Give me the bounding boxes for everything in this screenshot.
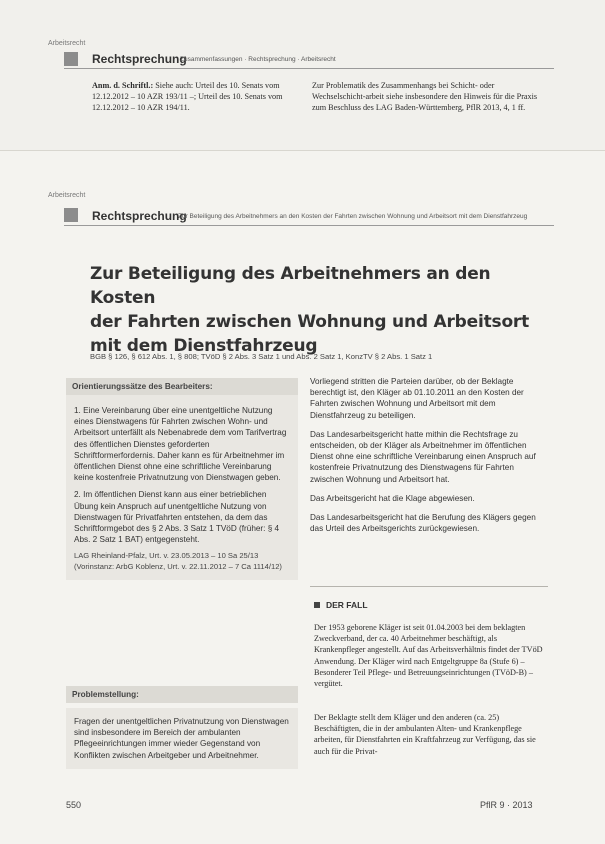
prev-left-note-text: Siehe auch: Urteil des 10. Senats vom 12.12.2012 – 10 AZR 193/11 –; Urteil des 10. Senats vom 12.12.2012 – 10 AZR 194/11.	[92, 81, 283, 113]
problem-heading: Problemstellung:	[66, 686, 298, 703]
prev-left-note-label: Anm. d. Schriftl.:	[92, 81, 154, 90]
case-heading-text: DER FALL	[326, 600, 368, 610]
title-line-2: der Fahrten zwischen Wohnung und Arbeitsort	[90, 312, 530, 332]
page-number: 550	[66, 800, 82, 810]
section-rule	[64, 225, 554, 226]
section-marker	[64, 208, 78, 222]
orientation-point-2: 2. Im öffentlichen Dienst kann aus einer betrieblichen Übung kein Anspruch auf unentgeltliche Nutzung von Dienstwagen für Privatfahrten entstehen, da dem das Schriftformgebot des § 2 Abs. 3 Satz 1 TVöD (früher: § 4 Abs. 2 Satz 1 BAT) entgegensteht.	[74, 490, 280, 545]
prev-section-sub: Zusammenfassungen · Rechtsprechung · Arbeitsrecht	[180, 56, 336, 63]
prev-page-label: Arbeitsrecht	[48, 40, 86, 47]
prev-right-note: Zur Problematik des Zusammenhangs bei Schicht- oder Wechselschicht-arbeit siehe insbesondere den Hinweis für die Praxis zum Beschluss des LAG Baden-Württemberg, PflR 2013, 4, 1 ff.	[312, 81, 538, 113]
prev-left-note	[92, 80, 302, 114]
prev-section-rule	[64, 68, 554, 69]
title-line-3: mit dem Dienstfahrzeug	[90, 336, 318, 356]
prev-section-label: Rechtsprechung	[92, 52, 187, 66]
right-para-3: Das Arbeitsgericht hat die Klage abgewiesen.	[310, 493, 475, 503]
legal-references: BGB § 126, § 612 Abs. 1, § 808; TVöD § 2 Abs. 3 Satz 1 und Abs. 2 Satz 1, KonzTV § 2 Abs. 1 Satz 1	[90, 352, 433, 361]
case-para-1: Der 1953 geborene Kläger ist seit 01.04.2003 bei dem beklagten Zweckverband, der ca. 40 Arbeitnehmer beschäftigt, als Krankenpfleger angestellt. Auf das Arbeitsverhältnis findet der TVöD Anwendung. Der Kläger wird nach Entgeltgruppe 8a (Stufe 6) – Besonderer Teil Pflege- und Betreuungseinrichtungen (TVöD-B) – vergütet.	[314, 623, 543, 689]
right-divider	[310, 586, 548, 587]
journal-footer: PflR 9 · 2013	[480, 800, 533, 810]
previous-page	[0, 0, 605, 151]
orientation-point-1: 1. Eine Vereinbarung über eine unentgeltliche Nutzung eines Dienstwagens für Fahrten zwischen Wohn- und Arbeitsort unterfällt als Nebenabrede dem vom Tarifvertrag des öffentlichen Dienstes geforderten Schriftformerfordernis. Daher kann es für Arbeitnehmer im öffentlichen Dienst ohne eine schriftliche Vereinbarung keine kostenfreie Privatnutzung von Dienstwagen geben.	[74, 406, 287, 483]
article-title	[90, 262, 560, 358]
page-label: Arbeitsrecht	[48, 192, 86, 199]
section-sub: Zur Beteiligung des Arbeitnehmers an den Kosten der Fahrten zwischen Wohnung und Arbeitsort mit dem Dienstfahrzeug	[178, 213, 528, 220]
heading-square-icon	[314, 602, 320, 608]
right-para-4: Das Landesarbeitsgericht hat die Berufung des Klägers gegen das Urteil des Arbeitsgerichts zurückgewiesen.	[310, 513, 536, 534]
case-para-2: Der Beklagte stellt dem Kläger und den anderen (ca. 25) Beschäftigten, die in der ambulanten Alten- und Krankenpflege arbeiten, für Dienstfahrten ein Kraftfahrzeug zur Verfügung, das sie auch für die Privat-	[314, 713, 536, 756]
title-line-1: Zur Beteiligung des Arbeitnehmers an den Kosten	[90, 264, 491, 308]
orientation-box	[66, 378, 298, 580]
case-heading	[314, 600, 368, 610]
section-label: Rechtsprechung	[92, 209, 187, 223]
problem-text: Fragen der unentgeltlichen Privatnutzung von Dienstwagen sind insbesondere im Bereich der ambulanten Pflegeeinrichtungen immer wieder Gegenstand von Konflikten zwischen Arbeitgeber und Arbeitnehmer.	[66, 708, 298, 769]
right-column	[310, 376, 548, 542]
prev-section-marker	[64, 52, 78, 66]
right-para-1: Vorliegend stritten die Parteien darüber, ob der Beklagte berechtigt ist, den Kläger ab 01.10.2011 an den Kosten der Fahrten zwischen Wohnung und Arbeitsort mit dem Dienstfahrzeug zu beteiligen.	[310, 377, 524, 420]
court-citation: LAG Rheinland-Pfalz, Urt. v. 23.05.2013 – 10 Sa 25/13 (Vorinstanz: ArbG Koblenz, Urt. v. 22.11.2012 – 7 Ca 1114/12)	[74, 551, 282, 571]
right-para-2: Das Landesarbeitsgericht hatte mithin die Rechtsfrage zu entscheiden, ob der Kläger als Arbeitnehmer im öffentlichen Dienst ohne eine schriftliche Vereinbarung einen Anspruch auf kostenfreie Privatnutzung des Dienstwagens für Fahrten zwischen Wohnung und Arbeitsort hat.	[310, 429, 536, 484]
orientation-heading: Orientierungssätze des Bearbeiters:	[66, 378, 298, 395]
